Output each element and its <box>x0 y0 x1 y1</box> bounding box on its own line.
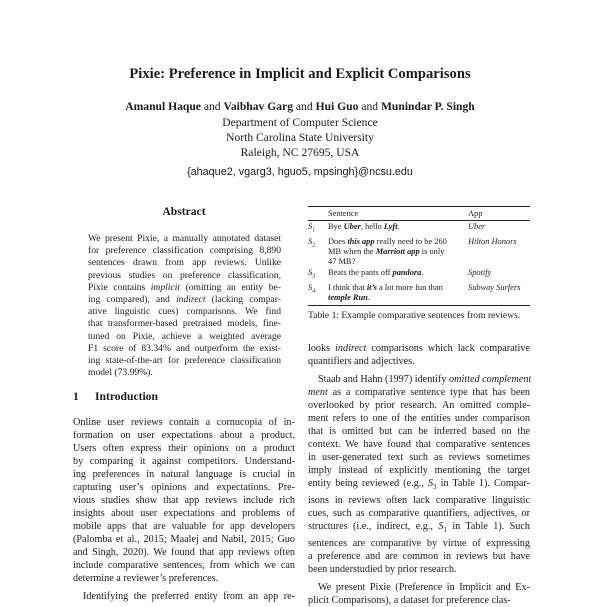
text-line <box>73 590 295 603</box>
affiliation-university: North Carolina State University <box>226 131 374 144</box>
text-run: mobile apps that are valuable for app developers <box>73 521 295 532</box>
text-line <box>308 386 530 399</box>
text-run: S <box>427 478 434 489</box>
text-run: ative linguistic cues) comparisons. We find <box>88 306 281 318</box>
text-run: F1 score of 83.34% and outperform the exist- <box>88 342 281 354</box>
text-line <box>308 412 530 425</box>
text-line <box>308 477 530 494</box>
text-run: include comparative sentences, from which we can <box>73 560 295 571</box>
text-line <box>88 331 281 343</box>
text-run: by comparing it against competitors. Understand- <box>73 456 295 467</box>
text-run: previous studies on preference classification, <box>88 269 281 281</box>
text-line <box>88 294 281 306</box>
text-run: vious studies show that app reviews include rich <box>73 495 295 506</box>
text-line <box>308 507 530 520</box>
right-column-body <box>308 342 530 607</box>
table-cell-sentence <box>328 237 468 266</box>
text-line <box>88 306 281 318</box>
author-separator: and <box>203 100 221 113</box>
table-cell-sentence <box>328 268 468 282</box>
text-run: I think that <box>328 283 367 293</box>
text-run: determine a reviewer’s preferences. <box>73 573 219 584</box>
text-line <box>88 367 281 379</box>
text-run: Beats the pants off <box>328 267 393 277</box>
text-run: model (73.99%). <box>88 367 153 379</box>
text-run: Identifying the preferred entity from an app re- <box>83 591 295 602</box>
text-run: isons in reviews often lack comparative linguistic <box>308 495 530 507</box>
table-cell-id: $S_2$ <box>308 237 316 249</box>
text-line <box>88 233 281 245</box>
text-line <box>308 342 530 355</box>
table-cell-sentence <box>328 283 468 303</box>
text-run: ing compared), and <box>88 294 176 306</box>
text-run: capturing user’s opinions and expectations. Pre- <box>73 482 295 493</box>
text-run: 3 <box>433 483 437 492</box>
table-cell-id: $S_4$ <box>308 283 316 295</box>
text-run: formation on user expectations about a product. <box>73 430 295 441</box>
text-run: S <box>438 521 444 533</box>
text-run: context. We have found that comparative sentences <box>308 439 530 450</box>
text-line <box>73 429 295 442</box>
text-run: as a comparative sentence type that has been <box>327 387 530 398</box>
text-line <box>308 537 530 550</box>
text-run: implicit <box>150 281 181 293</box>
text-line <box>73 546 295 559</box>
text-line <box>73 533 295 546</box>
text-line <box>308 550 530 563</box>
text-line <box>73 442 295 455</box>
table-header-app: App <box>468 209 483 218</box>
table-cell-id: $S_1$ <box>308 221 316 234</box>
text-run: Marriott app <box>375 247 420 257</box>
table-cell-app: Spotify <box>468 267 492 277</box>
text-run: ment <box>308 387 328 398</box>
table-cell-id: $S_3$ <box>308 267 316 280</box>
text-line <box>88 318 281 330</box>
text-run: indirect <box>176 294 206 306</box>
author-separator: and <box>361 100 379 113</box>
text-line <box>73 572 295 585</box>
text-run: in Table 1). Compar- <box>436 478 530 489</box>
text-run: ing state-of-the-art for preference classification <box>88 355 281 367</box>
text-run: Does <box>328 237 348 247</box>
text-run: and Singh, 2020). We found that app reviews often <box>73 547 295 558</box>
text-run: cues, such as comparative quantifiers, adjectives, or <box>308 508 530 520</box>
text-run: is only <box>419 247 445 257</box>
table-cell-line <box>328 222 468 232</box>
section-heading-introduction <box>73 390 158 403</box>
table-cell-line <box>328 283 468 293</box>
text-run: Pixie contains <box>88 281 151 293</box>
text-line <box>88 355 281 367</box>
text-run: sentences drawn from app reviews. Unlike <box>88 257 281 269</box>
text-line <box>88 282 281 294</box>
text-run: Uber <box>343 221 361 231</box>
text-line <box>308 373 530 386</box>
text-run: ment refers to one of the entities under comparison <box>308 413 530 424</box>
text-run: temple Run <box>328 292 368 302</box>
text-run: been understudied by prior research. <box>308 564 457 576</box>
text-run: (Palomba et al., 2015; Maalej and Nabil, 2015; Guo <box>73 534 295 545</box>
text-line <box>73 494 295 507</box>
text-line <box>308 494 530 507</box>
text-run: comparisons which lack comparative <box>366 343 530 354</box>
text-line <box>308 464 530 477</box>
table-cell-line <box>328 293 468 303</box>
table-header-sentence: Sentence <box>328 209 359 218</box>
text-run: . <box>367 292 370 302</box>
text-run: MB when the <box>328 247 376 257</box>
text-line <box>308 451 530 464</box>
text-run: that is omitted but can be inferred based on the <box>308 426 530 437</box>
text-line <box>73 520 295 533</box>
text-line <box>73 481 295 494</box>
text-run: indirect <box>335 343 367 354</box>
text-line <box>308 355 530 368</box>
text-line <box>73 507 295 520</box>
text-line <box>73 468 295 481</box>
affiliation-department: Department of Computer Science <box>222 116 378 129</box>
table-cell-app: Subway Surfers <box>468 283 521 293</box>
text-run: overlooked by prior research. An omitted comple- <box>308 400 530 411</box>
text-run: ing preferences in natural language is crucial in <box>73 469 295 480</box>
text-run: Bye <box>328 221 344 231</box>
text-run: structures (i.e., indirect, e.g., <box>308 521 439 533</box>
text-run: sentences are comparative by virtue of expressing <box>308 538 530 550</box>
text-run: 47 MB? <box>328 256 356 266</box>
text-run: , hello <box>360 221 384 231</box>
table-cell-line <box>328 247 468 257</box>
text-run: plicit Comparisons), a dataset for preference clas- <box>308 595 511 607</box>
table-cell-line <box>328 268 468 278</box>
text-run: imply instead of explicitly mentioning the target <box>308 465 530 476</box>
text-run: . <box>421 267 424 277</box>
text-run: a preference and are common in reviews but have <box>308 551 530 563</box>
table-header-row <box>308 207 530 220</box>
text-run: pandora <box>392 267 422 277</box>
table-cell-app: Hilton Honors <box>468 237 517 247</box>
text-run: omitted complement <box>449 374 532 385</box>
text-run: for preference classification comprising 8,890 <box>88 245 281 257</box>
paper-title: Pixie: Preference in Implicit and Explicit Comparisons <box>129 66 471 82</box>
table-row <box>308 268 530 282</box>
table-cell-app: Uber <box>468 221 486 231</box>
text-run: . <box>397 221 400 231</box>
table-bottom-rule <box>308 305 530 306</box>
author-name: Munindar P. Singh <box>380 100 475 113</box>
abstract-heading: Abstract <box>162 205 206 218</box>
section-number: 1 <box>73 390 79 403</box>
abstract-body <box>88 233 281 379</box>
text-run: Online user reviews contain a cornucopia of in- <box>73 417 295 428</box>
text-run: this app <box>347 237 375 247</box>
table-cell-line <box>328 237 468 247</box>
text-line <box>73 416 295 429</box>
table-cell-sentence <box>328 222 468 236</box>
table-cell-line <box>328 257 468 267</box>
text-line <box>88 257 281 269</box>
text-run: in Table 1). Such <box>446 521 530 533</box>
table-row <box>308 237 530 266</box>
text-line <box>73 559 295 572</box>
text-line <box>88 245 281 257</box>
text-line <box>308 594 530 607</box>
table-row <box>308 222 530 236</box>
text-run: We present Pixie (Preference in Implicit and Ex- <box>318 582 530 594</box>
text-run: entity being reviewed (e.g., <box>308 478 428 489</box>
table-mid-rule <box>308 220 530 221</box>
text-run: (lacking compar- <box>205 294 281 306</box>
text-run: (omitting an entity be- <box>180 281 281 293</box>
text-line <box>308 563 530 576</box>
author-name: Amanul Haque <box>125 100 201 113</box>
table-1 <box>308 206 530 306</box>
author-name: Hui Guo <box>315 100 359 113</box>
text-run: a lot more fun than <box>376 283 443 293</box>
introduction-body <box>73 416 295 603</box>
table-caption: Table 1: Example comparative sentences from reviews. <box>308 310 521 321</box>
text-line <box>73 455 295 468</box>
text-line <box>308 425 530 438</box>
text-run: Users often express their opinions on a product <box>73 443 295 454</box>
text-run: Lyft <box>383 221 398 231</box>
author-list <box>0 100 600 113</box>
text-line <box>308 520 530 537</box>
text-run: in user-generated text such as reviews sometimes <box>308 452 530 463</box>
text-run: 1 <box>443 526 447 535</box>
section-title: Introduction <box>95 390 158 403</box>
affiliation-address: Raleigh, NC 27695, USA <box>240 146 360 159</box>
text-run: really need to be 260 <box>374 237 447 247</box>
text-run: quantifiers and adjectives. <box>308 356 415 367</box>
author-emails: {ahaque2, vgarg3, hguo5, mpsingh}@ncsu.edu <box>187 166 413 178</box>
text-run: that transformer-based pretrained models, fine- <box>88 318 281 330</box>
text-line <box>88 270 281 282</box>
text-run: it’s <box>366 283 377 293</box>
text-line <box>308 399 530 412</box>
text-run: looks <box>308 343 336 354</box>
text-run: Staab and Hahn (1997) identify <box>318 374 449 385</box>
text-line <box>88 343 281 355</box>
text-line <box>308 438 530 451</box>
text-run: tuned on Pixie, achieve a weighted average <box>88 330 281 342</box>
text-run: insights about user expectations and problems of <box>73 508 295 519</box>
text-line <box>308 581 530 594</box>
author-name: Vaibhav Garg <box>223 100 293 113</box>
author-separator: and <box>295 100 313 113</box>
text-run: We present Pixie, a manually annotated dataset <box>88 233 281 244</box>
table-row <box>308 283 530 303</box>
table-body <box>308 222 530 306</box>
